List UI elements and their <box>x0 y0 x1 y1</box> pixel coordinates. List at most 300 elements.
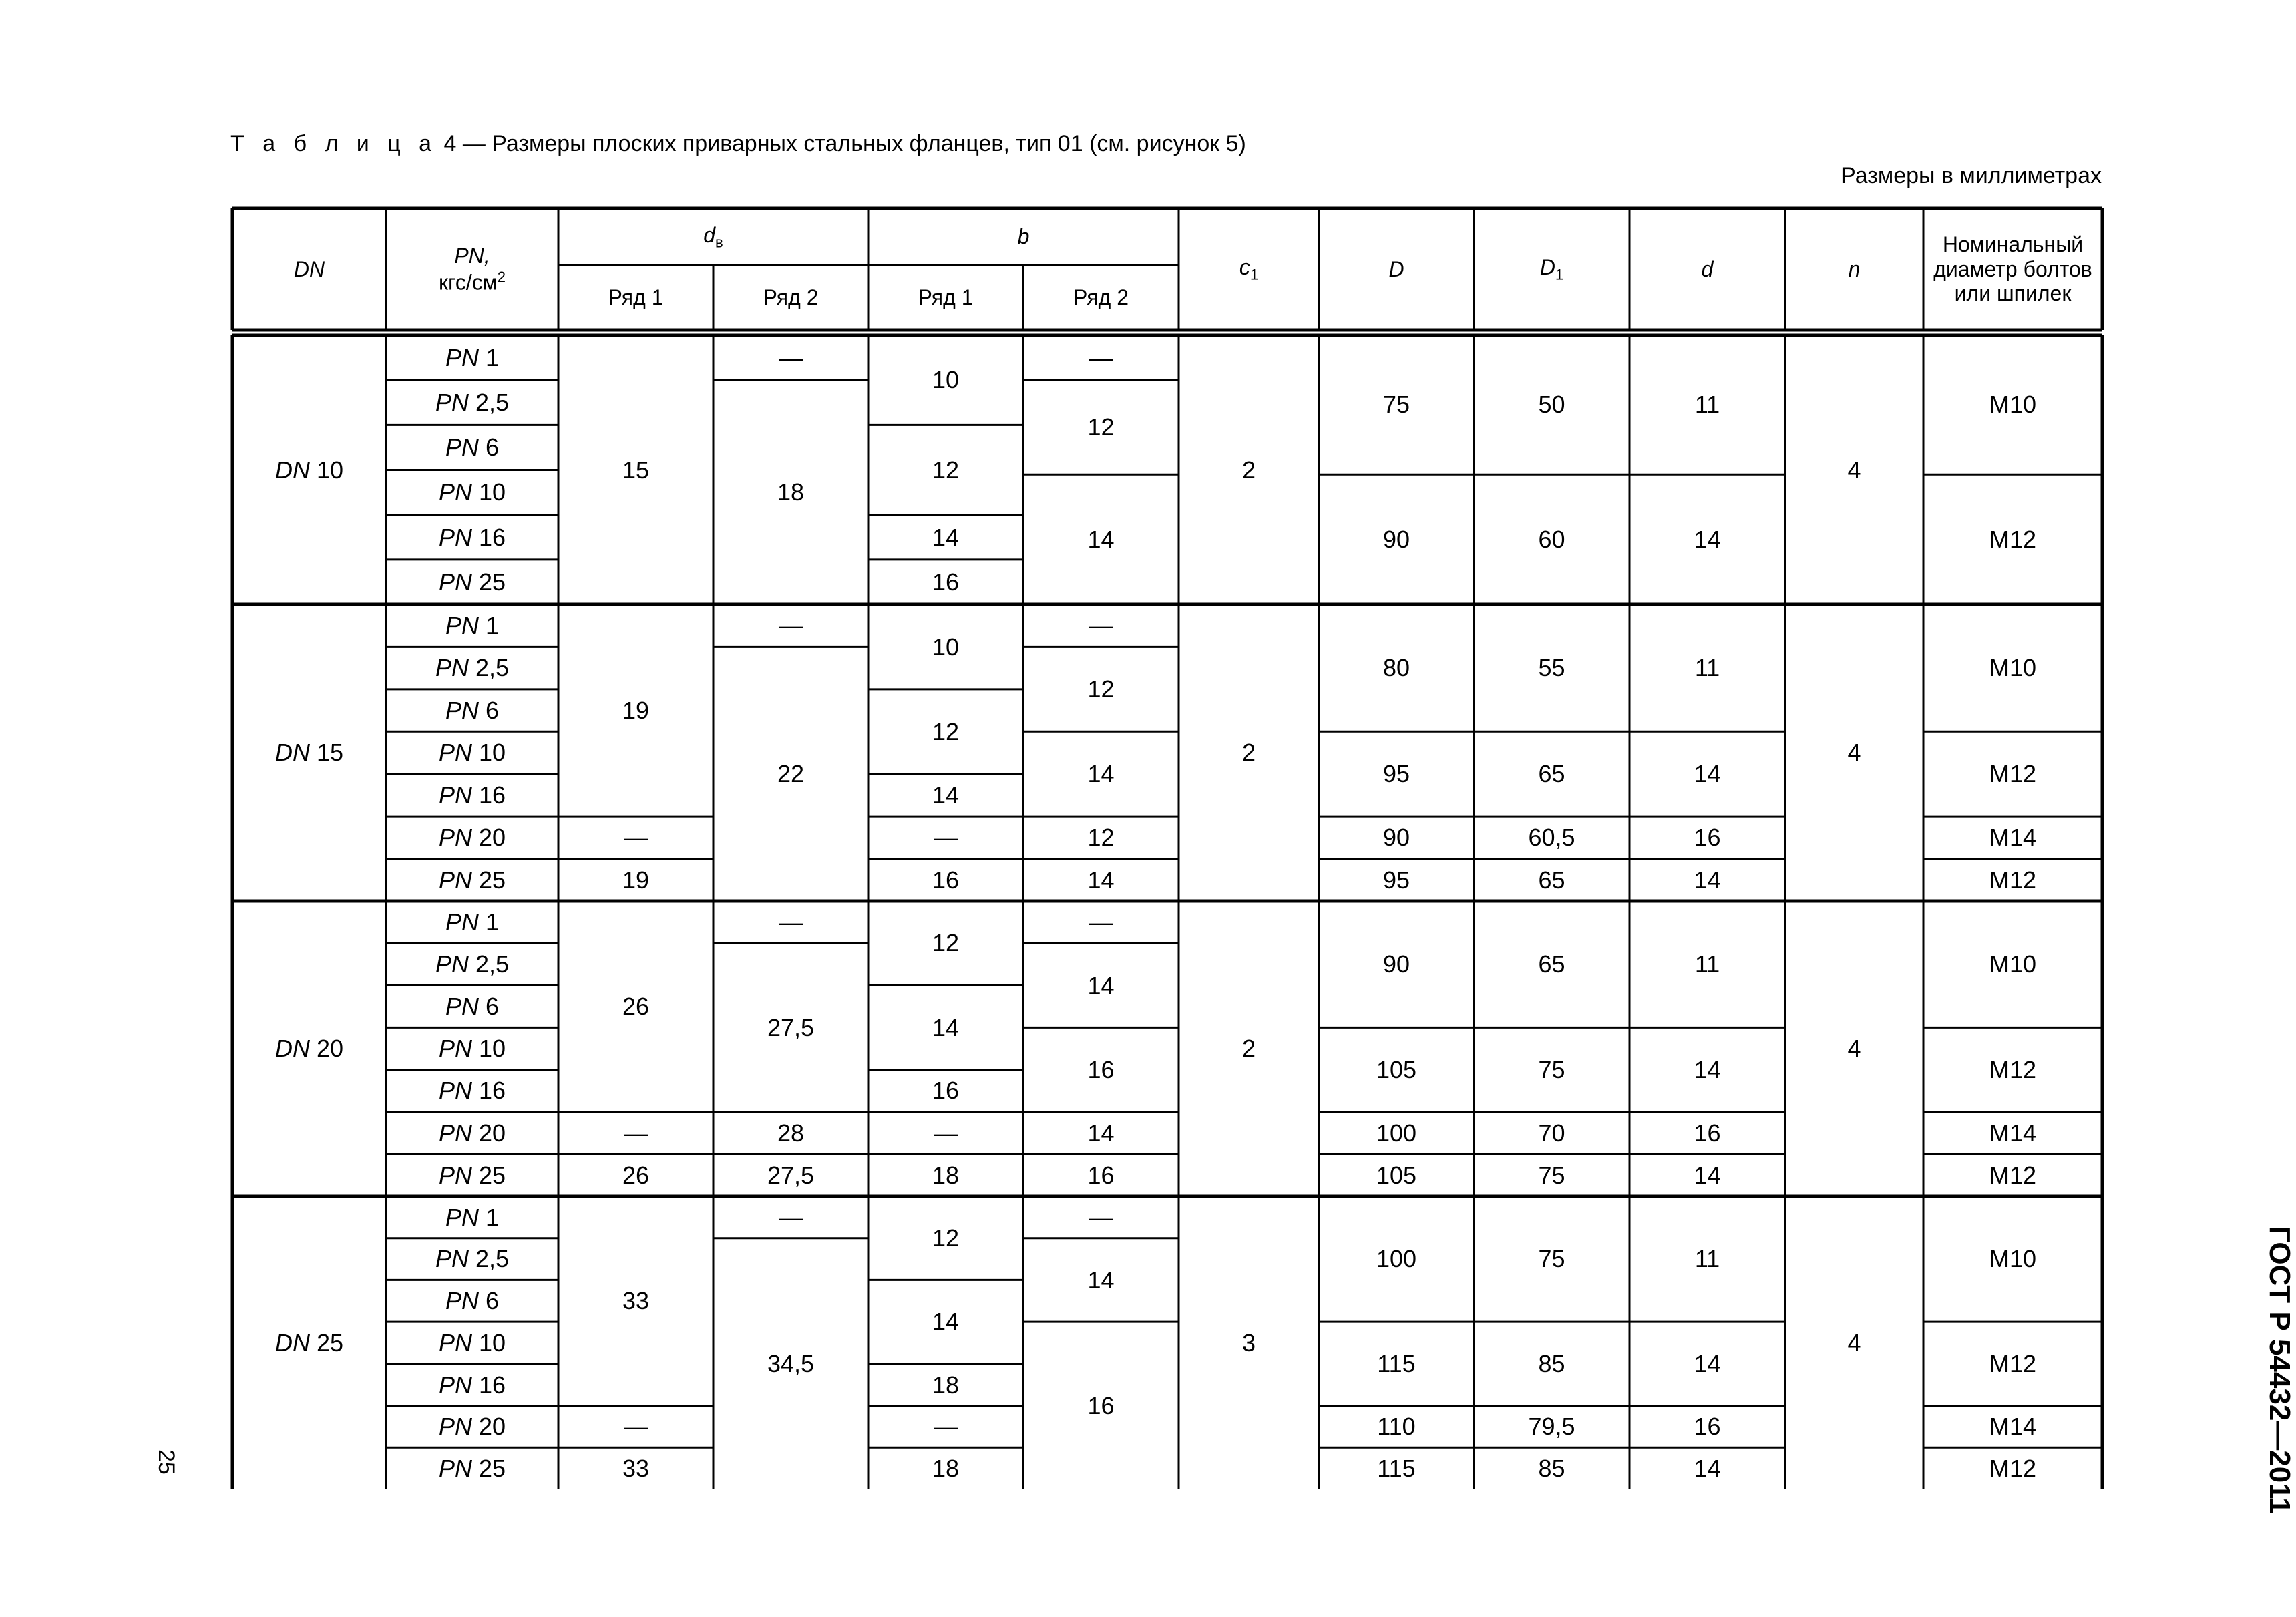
cell-value: 65 <box>1538 760 1565 787</box>
header-b-row1-row1: Ряд 1 <box>918 285 974 310</box>
value-cell <box>558 604 713 816</box>
value-cell <box>1023 731 1179 816</box>
header-dv <box>558 208 868 265</box>
cell-value: 14 <box>1087 866 1115 894</box>
header-b <box>868 208 1179 265</box>
cell-value: M12 <box>1989 866 2037 894</box>
value-cell <box>1023 1027 1179 1111</box>
pn-prefix: PN <box>445 343 479 371</box>
value-cell <box>1923 859 2102 901</box>
value-cell <box>1630 859 1785 901</box>
pn-prefix: PN <box>438 781 472 809</box>
header-D1-D1: D <box>1539 255 1555 280</box>
value-cell <box>868 816 1023 858</box>
header-D-D: D <box>1388 256 1404 281</box>
cell-value: 26 <box>622 1161 650 1189</box>
value-cell <box>1474 1112 1630 1154</box>
pn-cell <box>386 689 558 731</box>
cell-value: 27,5 <box>767 1013 815 1041</box>
cell-value: M10 <box>1989 654 2037 682</box>
header-dv-row1-row1: Ряд 1 <box>608 285 664 310</box>
value-cell <box>1630 474 1785 604</box>
pn-value: 2,5 <box>475 389 510 417</box>
cell-value: 4 <box>1847 739 1861 767</box>
cell-value: — <box>779 612 803 640</box>
header-dv-row1 <box>558 265 713 330</box>
cell-value: 85 <box>1538 1350 1565 1378</box>
pn-value: 20 <box>478 824 506 852</box>
cell-value: 16 <box>932 568 960 596</box>
header-pn-pn: PN, <box>454 243 490 268</box>
pn-cell <box>386 1447 558 1489</box>
pn-value: 25 <box>478 1454 506 1482</box>
header-bolt-bolt: Номинальный диаметр болтов или шпилек <box>1933 232 2092 306</box>
pn-prefix: PN <box>438 1371 472 1399</box>
value-cell <box>1785 1196 1923 1489</box>
pn-value: 25 <box>478 1161 506 1189</box>
value-cell <box>868 1112 1023 1154</box>
pn-cell <box>386 985 558 1027</box>
value-cell <box>1474 1406 1630 1448</box>
value-cell <box>1319 604 1474 731</box>
cell-value: 27,5 <box>767 1161 815 1189</box>
value-cell <box>1923 816 2102 858</box>
value-cell <box>868 560 1023 604</box>
cell-value: 60 <box>1538 525 1565 553</box>
cell-value: 65 <box>1538 950 1565 978</box>
cell-value: 12 <box>932 1224 960 1252</box>
cell-value: 18 <box>932 1371 960 1399</box>
pn-cell <box>386 1070 558 1112</box>
value-cell <box>1319 731 1474 816</box>
value-cell <box>713 1112 868 1154</box>
cell-value: 18 <box>777 478 805 506</box>
header-dv-row2 <box>713 265 868 330</box>
pn-cell <box>386 943 558 985</box>
value-cell <box>1474 1447 1630 1489</box>
cell-value: — <box>1089 908 1113 936</box>
pn-cell <box>386 380 558 425</box>
header-n <box>1785 208 1923 330</box>
cell-value: 26 <box>622 993 650 1021</box>
value-cell <box>1179 604 1319 901</box>
pn-cell <box>386 560 558 604</box>
cell-value: 100 <box>1376 1119 1417 1147</box>
cell-value: 14 <box>932 523 960 551</box>
value-cell <box>1319 901 1474 1027</box>
pn-cell <box>386 515 558 560</box>
value-cell <box>868 1406 1023 1448</box>
cell-value: 2 <box>1241 456 1256 484</box>
value-cell <box>713 647 868 901</box>
cell-value: M14 <box>1989 1413 2037 1441</box>
pn-cell <box>386 1154 558 1196</box>
cell-value: 33 <box>622 1287 650 1315</box>
dn-prefix: DN <box>274 1328 310 1357</box>
pn-value: 6 <box>486 433 500 462</box>
cell-value: 100 <box>1376 1245 1417 1273</box>
value-cell <box>713 901 868 943</box>
cell-value: — <box>1089 1203 1113 1231</box>
value-cell <box>1474 1322 1630 1405</box>
dn-prefix: DN <box>274 739 310 767</box>
pn-value: 2,5 <box>475 1245 510 1273</box>
value-cell <box>1023 1112 1179 1154</box>
value-cell <box>558 1447 713 1489</box>
value-cell <box>1923 335 2102 474</box>
header-dn <box>232 208 386 330</box>
cell-value: — <box>934 824 958 852</box>
value-cell <box>1023 816 1179 858</box>
value-cell <box>868 335 1023 425</box>
value-cell <box>868 1280 1023 1363</box>
value-cell <box>713 335 868 380</box>
cell-value: 14 <box>1087 1119 1115 1147</box>
cell-value: 16 <box>1694 1119 1721 1147</box>
value-cell <box>868 859 1023 901</box>
value-cell <box>868 425 1023 514</box>
cell-value: 12 <box>1087 824 1115 852</box>
cell-value: 3 <box>1241 1328 1256 1357</box>
value-cell <box>1630 1447 1785 1489</box>
value-cell <box>1319 1027 1474 1111</box>
pn-cell <box>386 1280 558 1322</box>
cell-value: 14 <box>1087 971 1115 999</box>
header-D <box>1319 208 1474 330</box>
pn-cell <box>386 647 558 689</box>
value-cell <box>558 1112 713 1154</box>
value-cell <box>1923 604 2102 731</box>
value-cell <box>1474 859 1630 901</box>
cell-value: 75 <box>1538 1245 1565 1273</box>
value-cell <box>1923 731 2102 816</box>
value-cell <box>1630 901 1785 1027</box>
value-cell <box>1023 1196 1179 1238</box>
value-cell <box>868 515 1023 560</box>
cell-value: 14 <box>1087 1266 1115 1294</box>
value-cell <box>713 380 868 604</box>
cell-value: 19 <box>622 866 650 894</box>
pn-prefix: PN <box>435 389 469 417</box>
value-cell <box>868 774 1023 816</box>
cell-value: 14 <box>1694 1161 1721 1189</box>
value-cell <box>1630 731 1785 816</box>
cell-value: 90 <box>1382 824 1410 852</box>
value-cell <box>1923 474 2102 604</box>
value-cell <box>868 901 1023 985</box>
header-c1-c1: c <box>1239 255 1250 280</box>
cell-value: M10 <box>1989 950 2037 978</box>
pn-prefix: PN <box>438 1454 472 1482</box>
pn-prefix: PN <box>435 950 469 978</box>
value-cell <box>558 335 713 604</box>
dn-cell <box>232 901 386 1196</box>
header-c1 <box>1179 208 1319 330</box>
cell-value: M12 <box>1989 1350 2037 1378</box>
pn-cell <box>386 1196 558 1238</box>
cell-value: 55 <box>1538 654 1565 682</box>
value-cell <box>1923 901 2102 1027</box>
value-cell <box>558 859 713 901</box>
value-cell <box>868 1364 1023 1406</box>
pn-prefix: PN <box>438 478 472 506</box>
pn-value: 1 <box>486 908 500 936</box>
cell-value: 115 <box>1377 1454 1416 1482</box>
value-cell <box>558 1154 713 1196</box>
value-cell <box>558 901 713 1112</box>
pn-value: 2,5 <box>475 950 510 978</box>
value-cell <box>1474 335 1630 474</box>
pn-value: 16 <box>478 523 506 551</box>
value-cell <box>1474 1154 1630 1196</box>
value-cell <box>1923 1196 2102 1322</box>
cell-value: M12 <box>1989 1055 2037 1083</box>
value-cell <box>1474 1027 1630 1111</box>
value-cell <box>1474 1196 1630 1322</box>
value-cell <box>1319 816 1474 858</box>
cell-value: 14 <box>1087 760 1115 787</box>
caption-text: 4 — Размеры плоских приварных стальных фланцев, тип 01 (см. рисунок 5) <box>443 131 1246 156</box>
cell-value: 16 <box>1087 1055 1115 1083</box>
value-cell <box>1630 1027 1785 1111</box>
cell-value: 75 <box>1538 1055 1565 1083</box>
cell-value: 105 <box>1376 1055 1417 1083</box>
pn-cell <box>386 1238 558 1280</box>
value-cell <box>1785 901 1923 1196</box>
value-cell <box>1179 335 1319 604</box>
value-cell <box>1023 335 1179 380</box>
cell-value: — <box>779 1203 803 1231</box>
header-b-row1 <box>868 265 1023 330</box>
cell-value: 4 <box>1847 1328 1861 1357</box>
pn-value: 1 <box>486 1203 500 1231</box>
cell-value: 12 <box>1087 413 1115 441</box>
pn-value: 1 <box>486 612 500 640</box>
header-c1-c1_sub: 1 <box>1250 266 1259 283</box>
value-cell <box>868 1196 1023 1280</box>
pn-prefix: PN <box>435 654 469 682</box>
cell-value: 70 <box>1538 1119 1565 1147</box>
pn-value: 10 <box>478 739 506 767</box>
cell-value: — <box>779 908 803 936</box>
cell-value: 10 <box>932 366 960 394</box>
header-dv-dv: d <box>703 222 716 247</box>
value-cell <box>558 1406 713 1448</box>
value-cell <box>1630 335 1785 474</box>
dn-value: 25 <box>316 1328 344 1357</box>
header-b-b: b <box>1017 224 1030 249</box>
cell-value: M12 <box>1989 1454 2037 1482</box>
cell-value: 14 <box>1694 1055 1721 1083</box>
cell-value: 50 <box>1538 391 1565 419</box>
cell-value: — <box>624 1413 648 1441</box>
cell-value: M14 <box>1989 1119 2037 1147</box>
value-cell <box>1474 901 1630 1027</box>
pn-value: 16 <box>478 781 506 809</box>
cell-value: 115 <box>1377 1350 1416 1378</box>
cell-value: 15 <box>622 456 650 484</box>
value-cell <box>1023 474 1179 604</box>
pn-cell <box>386 425 558 470</box>
value-cell <box>1785 604 1923 901</box>
value-cell <box>713 1238 868 1489</box>
pn-value: 6 <box>486 696 500 724</box>
cell-value: 2 <box>1241 739 1256 767</box>
dn-value: 20 <box>316 1035 344 1063</box>
cell-value: 16 <box>1087 1161 1115 1189</box>
pn-value: 16 <box>478 1077 506 1105</box>
cell-value: 4 <box>1847 1035 1861 1063</box>
cell-value: 75 <box>1382 391 1410 419</box>
value-cell <box>1319 1112 1474 1154</box>
header-D1-D1_sub: 1 <box>1555 266 1564 283</box>
standard-designation: ГОСТ Р 54432—2011 <box>2263 1226 2296 1514</box>
cell-value: 85 <box>1538 1454 1565 1482</box>
pn-cell <box>386 1406 558 1448</box>
cell-value: M10 <box>1989 391 2037 419</box>
pn-cell <box>386 774 558 816</box>
value-cell <box>558 816 713 858</box>
cell-value: 90 <box>1382 525 1410 553</box>
value-cell <box>868 1070 1023 1112</box>
pn-cell <box>386 335 558 380</box>
pn-prefix: PN <box>438 1161 472 1189</box>
caption-prefix: Т а б л и ц а <box>230 131 438 156</box>
pn-prefix: PN <box>438 1413 472 1441</box>
cell-value: M12 <box>1989 760 2037 787</box>
cell-value: 18 <box>932 1161 960 1189</box>
header-d-d: d <box>1701 256 1714 281</box>
cell-value: 110 <box>1377 1413 1416 1441</box>
value-cell <box>1923 1027 2102 1111</box>
value-cell <box>1023 647 1179 731</box>
pn-prefix: PN <box>438 739 472 767</box>
pn-value: 25 <box>478 568 506 596</box>
pn-prefix: PN <box>445 1203 479 1231</box>
cell-value: 16 <box>1694 1413 1721 1441</box>
pn-value: 1 <box>486 343 500 371</box>
value-cell <box>1319 1447 1474 1489</box>
value-cell <box>1179 1196 1319 1489</box>
pn-cell <box>386 1027 558 1069</box>
cell-value: 14 <box>1694 760 1721 787</box>
value-cell <box>1319 1322 1474 1405</box>
pn-prefix: PN <box>445 612 479 640</box>
cell-value: M10 <box>1989 1245 2037 1273</box>
cell-value: 12 <box>1087 675 1115 703</box>
value-cell <box>1923 1406 2102 1448</box>
pn-prefix: PN <box>438 523 472 551</box>
header-b-row2 <box>1023 265 1179 330</box>
value-cell <box>713 1196 868 1238</box>
value-cell <box>1630 1322 1785 1405</box>
value-cell <box>868 1447 1023 1489</box>
cell-value: 12 <box>932 717 960 745</box>
pn-prefix: PN <box>438 1035 472 1063</box>
header-bolt <box>1923 208 2102 330</box>
pn-cell <box>386 470 558 515</box>
cell-value: 11 <box>1694 1245 1720 1273</box>
cell-value: M14 <box>1989 824 2037 852</box>
cell-value: 90 <box>1382 950 1410 978</box>
pn-cell <box>386 901 558 943</box>
value-cell <box>1023 901 1179 943</box>
pn-cell <box>386 1322 558 1364</box>
cell-value: 14 <box>1694 1454 1721 1482</box>
pn-value: 6 <box>486 993 500 1021</box>
value-cell <box>1319 1196 1474 1322</box>
cell-value: — <box>624 1119 648 1147</box>
pn-prefix: PN <box>445 993 479 1021</box>
cell-value: — <box>779 343 803 371</box>
cell-value: 14 <box>932 1308 960 1336</box>
value-cell <box>1630 1196 1785 1322</box>
cell-value: 14 <box>932 781 960 809</box>
page-number: 25 <box>154 1449 179 1475</box>
value-cell <box>1023 1238 1179 1322</box>
value-cell <box>1630 1154 1785 1196</box>
value-cell <box>1630 1406 1785 1448</box>
pn-cell <box>386 1112 558 1154</box>
header-pn <box>386 208 558 330</box>
pn-value: 2,5 <box>475 654 510 682</box>
dn-cell <box>232 604 386 901</box>
cell-value: 95 <box>1382 866 1410 894</box>
cell-value: 11 <box>1694 950 1720 978</box>
cell-value: M12 <box>1989 525 2037 553</box>
value-cell <box>1474 731 1630 816</box>
header-dv-row2-row2: Ряд 2 <box>763 285 819 310</box>
pn-prefix: PN <box>438 824 472 852</box>
units-note: Размеры в миллиметрах <box>1841 163 2102 188</box>
value-cell <box>1179 901 1319 1196</box>
value-cell <box>868 1154 1023 1196</box>
cell-value: 14 <box>1087 525 1115 553</box>
dn-cell <box>232 335 386 604</box>
value-cell <box>1319 859 1474 901</box>
pn-value: 10 <box>478 478 506 506</box>
pn-prefix: PN <box>435 1245 469 1273</box>
cell-value: 14 <box>932 1013 960 1041</box>
value-cell <box>1630 1112 1785 1154</box>
value-cell <box>1319 474 1474 604</box>
cell-value: 18 <box>932 1454 960 1482</box>
value-cell <box>1923 1322 2102 1405</box>
dn-value: 10 <box>316 456 344 484</box>
cell-value: 95 <box>1382 760 1410 787</box>
value-cell <box>1023 859 1179 901</box>
value-cell <box>713 1154 868 1196</box>
value-cell <box>1023 604 1179 647</box>
value-cell <box>868 604 1023 689</box>
value-cell <box>1023 943 1179 1027</box>
pn-value: 10 <box>478 1035 506 1063</box>
pn-cell <box>386 816 558 858</box>
cell-value: 14 <box>1694 866 1721 894</box>
value-cell <box>1319 1154 1474 1196</box>
value-cell <box>1023 1154 1179 1196</box>
cell-value: 16 <box>1087 1391 1115 1419</box>
value-cell <box>1923 1447 2102 1489</box>
cell-value: 105 <box>1376 1161 1417 1189</box>
cell-value: 10 <box>932 633 960 661</box>
value-cell <box>1474 816 1630 858</box>
cell-value: 2 <box>1241 1035 1256 1063</box>
header-dn-dn: DN <box>293 256 325 281</box>
cell-value: 11 <box>1694 391 1720 419</box>
cell-value: 79,5 <box>1528 1413 1575 1441</box>
cell-value: 65 <box>1538 866 1565 894</box>
